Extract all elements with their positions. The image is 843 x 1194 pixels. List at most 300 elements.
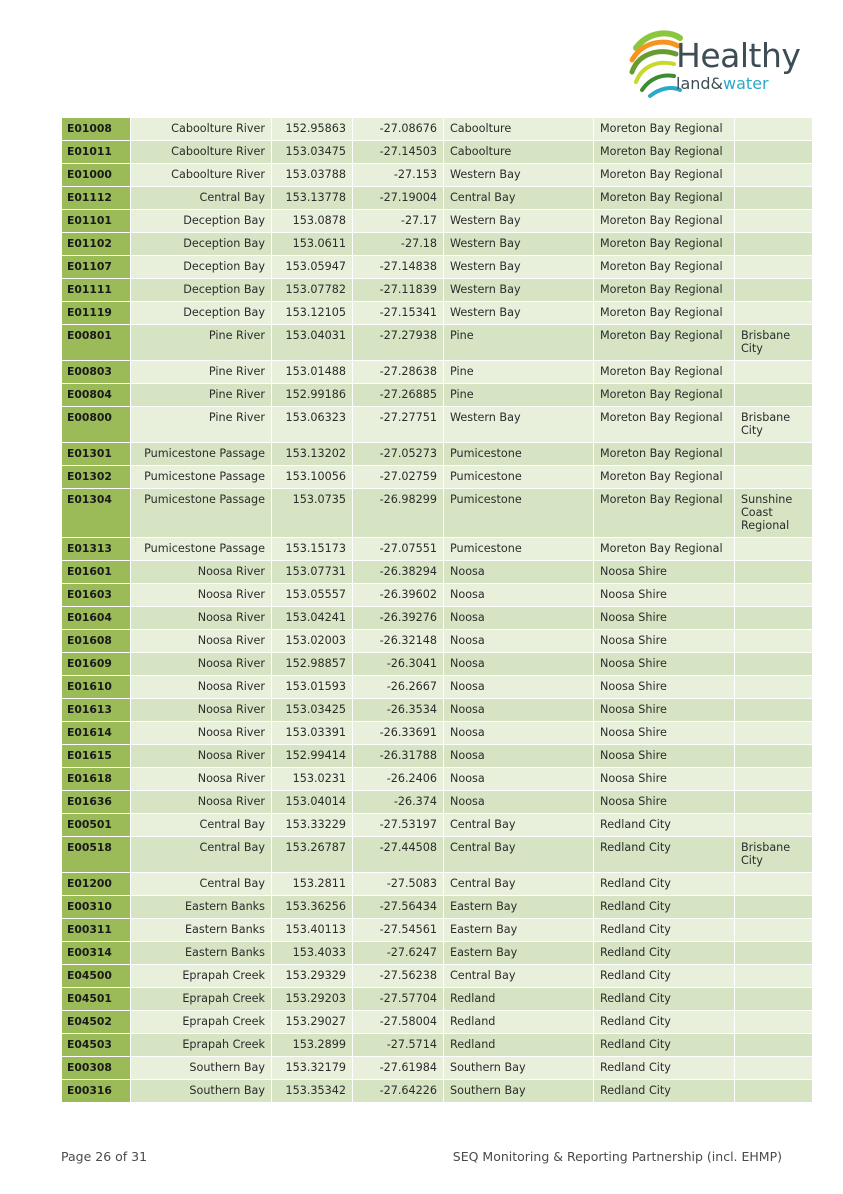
latitude-cell: -27.14503 <box>353 141 444 164</box>
table-row <box>62 325 813 361</box>
secondary-lga-cell: Sunshine Coast Regional <box>735 489 813 538</box>
table-row <box>62 1057 813 1080</box>
secondary-lga-cell <box>735 607 813 630</box>
lga-cell: Moreton Bay Regional <box>594 466 735 489</box>
site-id-cell: E01101 <box>62 210 131 233</box>
secondary-lga-cell <box>735 699 813 722</box>
catchment-cell: Western Bay <box>444 164 594 187</box>
secondary-lga-cell <box>735 988 813 1011</box>
longitude-cell: 153.05947 <box>272 256 353 279</box>
longitude-cell: 153.29027 <box>272 1011 353 1034</box>
table-row <box>62 607 813 630</box>
waterway-cell: Noosa River <box>131 607 272 630</box>
latitude-cell: -26.3534 <box>353 699 444 722</box>
secondary-lga-cell <box>735 745 813 768</box>
catchment-cell: Noosa <box>444 676 594 699</box>
lga-cell: Moreton Bay Regional <box>594 538 735 561</box>
waterway-cell: Deception Bay <box>131 279 272 302</box>
latitude-cell: -27.57704 <box>353 988 444 1011</box>
secondary-lga-cell <box>735 187 813 210</box>
longitude-cell: 153.36256 <box>272 896 353 919</box>
latitude-cell: -27.54561 <box>353 919 444 942</box>
secondary-lga-cell <box>735 279 813 302</box>
waterway-cell: Deception Bay <box>131 256 272 279</box>
longitude-cell: 153.15173 <box>272 538 353 561</box>
latitude-cell: -27.18 <box>353 233 444 256</box>
longitude-cell: 153.35342 <box>272 1080 353 1103</box>
table-row <box>62 722 813 745</box>
waterway-cell: Southern Bay <box>131 1057 272 1080</box>
secondary-lga-cell <box>735 768 813 791</box>
latitude-cell: -27.15341 <box>353 302 444 325</box>
table-row <box>62 699 813 722</box>
catchment-cell: Noosa <box>444 653 594 676</box>
catchment-cell: Noosa <box>444 768 594 791</box>
lga-cell: Moreton Bay Regional <box>594 118 735 141</box>
waterway-cell: Pumicestone Passage <box>131 489 272 538</box>
lga-cell: Noosa Shire <box>594 791 735 814</box>
secondary-lga-cell <box>735 919 813 942</box>
table-row <box>62 141 813 164</box>
lga-cell: Noosa Shire <box>594 745 735 768</box>
longitude-cell: 153.01593 <box>272 676 353 699</box>
longitude-cell: 153.29203 <box>272 988 353 1011</box>
table-row <box>62 489 813 538</box>
catchment-cell: Redland <box>444 1011 594 1034</box>
lga-cell: Noosa Shire <box>594 699 735 722</box>
lga-cell: Moreton Bay Regional <box>594 141 735 164</box>
longitude-cell: 153.0878 <box>272 210 353 233</box>
site-id-cell: E01119 <box>62 302 131 325</box>
site-id-cell: E01313 <box>62 538 131 561</box>
secondary-lga-cell <box>735 942 813 965</box>
table-row <box>62 233 813 256</box>
site-id-cell: E04501 <box>62 988 131 1011</box>
site-id-cell: E00804 <box>62 384 131 407</box>
table-row <box>62 118 813 141</box>
secondary-lga-cell <box>735 653 813 676</box>
longitude-cell: 153.0735 <box>272 489 353 538</box>
waterway-cell: Caboolture River <box>131 118 272 141</box>
secondary-lga-cell <box>735 361 813 384</box>
waterway-cell: Pine River <box>131 325 272 361</box>
site-id-cell: E01011 <box>62 141 131 164</box>
site-id-cell: E01610 <box>62 676 131 699</box>
site-id-cell: E01603 <box>62 584 131 607</box>
longitude-cell: 153.07782 <box>272 279 353 302</box>
latitude-cell: -27.44508 <box>353 837 444 873</box>
waterway-cell: Noosa River <box>131 722 272 745</box>
catchment-cell: Western Bay <box>444 279 594 302</box>
table-row <box>62 1034 813 1057</box>
catchment-cell: Western Bay <box>444 302 594 325</box>
latitude-cell: -27.5083 <box>353 873 444 896</box>
latitude-cell: -27.26885 <box>353 384 444 407</box>
latitude-cell: -27.02759 <box>353 466 444 489</box>
site-id-cell: E00311 <box>62 919 131 942</box>
secondary-lga-cell <box>735 256 813 279</box>
site-id-cell: E01613 <box>62 699 131 722</box>
table-row <box>62 302 813 325</box>
waterway-cell: Eprapah Creek <box>131 1011 272 1034</box>
latitude-cell: -26.32148 <box>353 630 444 653</box>
longitude-cell: 153.0611 <box>272 233 353 256</box>
longitude-cell: 153.04031 <box>272 325 353 361</box>
site-id-cell: E01609 <box>62 653 131 676</box>
latitude-cell: -27.53197 <box>353 814 444 837</box>
table-row <box>62 384 813 407</box>
waterway-cell: Pine River <box>131 384 272 407</box>
latitude-cell: -27.27938 <box>353 325 444 361</box>
secondary-lga-cell <box>735 141 813 164</box>
lga-cell: Noosa Shire <box>594 584 735 607</box>
table-row <box>62 256 813 279</box>
catchment-cell: Noosa <box>444 699 594 722</box>
secondary-lga-cell <box>735 1080 813 1103</box>
waterway-cell: Eastern Banks <box>131 919 272 942</box>
catchment-cell: Central Bay <box>444 814 594 837</box>
lga-cell: Redland City <box>594 965 735 988</box>
lga-cell: Moreton Bay Regional <box>594 187 735 210</box>
longitude-cell: 153.29329 <box>272 965 353 988</box>
catchment-cell: Noosa <box>444 607 594 630</box>
catchment-cell: Central Bay <box>444 965 594 988</box>
waterway-cell: Noosa River <box>131 676 272 699</box>
lga-cell: Moreton Bay Regional <box>594 407 735 443</box>
table-row <box>62 896 813 919</box>
secondary-lga-cell <box>735 443 813 466</box>
table-row <box>62 965 813 988</box>
table-row <box>62 768 813 791</box>
catchment-cell: Pine <box>444 384 594 407</box>
catchment-cell: Western Bay <box>444 210 594 233</box>
catchment-cell: Noosa <box>444 722 594 745</box>
site-id-cell: E01107 <box>62 256 131 279</box>
secondary-lga-cell <box>735 210 813 233</box>
catchment-cell: Noosa <box>444 584 594 607</box>
lga-cell: Redland City <box>594 873 735 896</box>
waterway-cell: Deception Bay <box>131 210 272 233</box>
waterway-cell: Noosa River <box>131 653 272 676</box>
catchment-cell: Noosa <box>444 630 594 653</box>
catchment-cell: Pine <box>444 361 594 384</box>
waterway-cell: Pumicestone Passage <box>131 466 272 489</box>
lga-cell: Noosa Shire <box>594 722 735 745</box>
site-id-cell: E01000 <box>62 164 131 187</box>
secondary-lga-cell <box>735 561 813 584</box>
catchment-cell: Redland <box>444 988 594 1011</box>
longitude-cell: 152.99414 <box>272 745 353 768</box>
lga-cell: Noosa Shire <box>594 676 735 699</box>
latitude-cell: -26.39276 <box>353 607 444 630</box>
table-row <box>62 942 813 965</box>
table-row <box>62 676 813 699</box>
secondary-lga-cell: Brisbane City <box>735 325 813 361</box>
catchment-cell: Caboolture <box>444 118 594 141</box>
longitude-cell: 153.13778 <box>272 187 353 210</box>
site-id-cell: E00501 <box>62 814 131 837</box>
table-row <box>62 210 813 233</box>
waterway-cell: Southern Bay <box>131 1080 272 1103</box>
waterway-cell: Pumicestone Passage <box>131 443 272 466</box>
lga-cell: Moreton Bay Regional <box>594 164 735 187</box>
site-id-cell: E01615 <box>62 745 131 768</box>
site-id-cell: E00316 <box>62 1080 131 1103</box>
site-id-cell: E01614 <box>62 722 131 745</box>
site-id-cell: E01200 <box>62 873 131 896</box>
secondary-lga-cell <box>735 1057 813 1080</box>
waterway-cell: Central Bay <box>131 187 272 210</box>
waterway-cell: Noosa River <box>131 630 272 653</box>
lga-cell: Moreton Bay Regional <box>594 279 735 302</box>
catchment-cell: Central Bay <box>444 837 594 873</box>
secondary-lga-cell <box>735 384 813 407</box>
secondary-lga-cell <box>735 538 813 561</box>
secondary-lga-cell <box>735 118 813 141</box>
longitude-cell: 153.04014 <box>272 791 353 814</box>
latitude-cell: -27.11839 <box>353 279 444 302</box>
latitude-cell: -27.07551 <box>353 538 444 561</box>
table-row <box>62 1011 813 1034</box>
waterway-cell: Pine River <box>131 407 272 443</box>
lga-cell: Moreton Bay Regional <box>594 384 735 407</box>
latitude-cell: -27.05273 <box>353 443 444 466</box>
longitude-cell: 153.03475 <box>272 141 353 164</box>
waterway-cell: Noosa River <box>131 745 272 768</box>
latitude-cell: -27.08676 <box>353 118 444 141</box>
secondary-lga-cell <box>735 164 813 187</box>
waterway-cell: Caboolture River <box>131 141 272 164</box>
secondary-lga-cell <box>735 1011 813 1034</box>
longitude-cell: 153.06323 <box>272 407 353 443</box>
secondary-lga-cell <box>735 584 813 607</box>
catchment-cell: Pine <box>444 325 594 361</box>
site-id-cell: E04502 <box>62 1011 131 1034</box>
catchment-cell: Eastern Bay <box>444 896 594 919</box>
latitude-cell: -26.98299 <box>353 489 444 538</box>
site-id-cell: E00801 <box>62 325 131 361</box>
catchment-cell: Central Bay <box>444 873 594 896</box>
table-row <box>62 630 813 653</box>
secondary-lga-cell: Brisbane City <box>735 407 813 443</box>
latitude-cell: -26.39602 <box>353 584 444 607</box>
latitude-cell: -26.33691 <box>353 722 444 745</box>
lga-cell: Moreton Bay Regional <box>594 233 735 256</box>
table-row <box>62 814 813 837</box>
table-row <box>62 538 813 561</box>
site-id-cell: E01601 <box>62 561 131 584</box>
site-id-cell: E01008 <box>62 118 131 141</box>
longitude-cell: 153.2811 <box>272 873 353 896</box>
table-row <box>62 584 813 607</box>
lga-cell: Redland City <box>594 942 735 965</box>
table-row <box>62 407 813 443</box>
waterway-cell: Noosa River <box>131 561 272 584</box>
longitude-cell: 153.03788 <box>272 164 353 187</box>
waterway-cell: Central Bay <box>131 814 272 837</box>
site-id-cell: E01608 <box>62 630 131 653</box>
latitude-cell: -27.56238 <box>353 965 444 988</box>
waterway-cell: Caboolture River <box>131 164 272 187</box>
table-row <box>62 187 813 210</box>
lga-cell: Moreton Bay Regional <box>594 302 735 325</box>
catchment-cell: Western Bay <box>444 256 594 279</box>
latitude-cell: -27.61984 <box>353 1057 444 1080</box>
longitude-cell: 153.40113 <box>272 919 353 942</box>
waterway-cell: Eprapah Creek <box>131 988 272 1011</box>
catchment-cell: Eastern Bay <box>444 919 594 942</box>
lga-cell: Redland City <box>594 1057 735 1080</box>
longitude-cell: 153.03391 <box>272 722 353 745</box>
table-row <box>62 745 813 768</box>
secondary-lga-cell <box>735 1034 813 1057</box>
site-id-cell: E00803 <box>62 361 131 384</box>
site-id-cell: E04500 <box>62 965 131 988</box>
latitude-cell: -27.5714 <box>353 1034 444 1057</box>
lga-cell: Noosa Shire <box>594 653 735 676</box>
logo-wordmark-land-water: land&water <box>676 74 769 93</box>
lga-cell: Noosa Shire <box>594 561 735 584</box>
longitude-cell: 153.0231 <box>272 768 353 791</box>
longitude-cell: 152.99186 <box>272 384 353 407</box>
latitude-cell: -27.6247 <box>353 942 444 965</box>
secondary-lga-cell: Brisbane City <box>735 837 813 873</box>
secondary-lga-cell <box>735 965 813 988</box>
lga-cell: Noosa Shire <box>594 768 735 791</box>
catchment-cell: Noosa <box>444 745 594 768</box>
longitude-cell: 153.10056 <box>272 466 353 489</box>
waterway-cell: Eastern Banks <box>131 896 272 919</box>
lga-cell: Moreton Bay Regional <box>594 443 735 466</box>
secondary-lga-cell <box>735 233 813 256</box>
catchment-cell: Pumicestone <box>444 489 594 538</box>
latitude-cell: -27.58004 <box>353 1011 444 1034</box>
site-id-cell: E01301 <box>62 443 131 466</box>
longitude-cell: 153.26787 <box>272 837 353 873</box>
secondary-lga-cell <box>735 873 813 896</box>
catchment-cell: Noosa <box>444 791 594 814</box>
secondary-lga-cell <box>735 302 813 325</box>
site-id-cell: E01112 <box>62 187 131 210</box>
latitude-cell: -27.17 <box>353 210 444 233</box>
longitude-cell: 153.32179 <box>272 1057 353 1080</box>
catchment-cell: Pumicestone <box>444 466 594 489</box>
table-row <box>62 443 813 466</box>
lga-cell: Redland City <box>594 896 735 919</box>
site-id-cell: E01302 <box>62 466 131 489</box>
lga-cell: Moreton Bay Regional <box>594 489 735 538</box>
footer-title: SEQ Monitoring & Reporting Partnership (incl. EHMP) <box>452 1149 782 1164</box>
latitude-cell: -26.2406 <box>353 768 444 791</box>
latitude-cell: -27.14838 <box>353 256 444 279</box>
latitude-cell: -26.2667 <box>353 676 444 699</box>
lga-cell: Redland City <box>594 1011 735 1034</box>
secondary-lga-cell <box>735 896 813 919</box>
longitude-cell: 153.2899 <box>272 1034 353 1057</box>
lga-cell: Noosa Shire <box>594 607 735 630</box>
longitude-cell: 153.33229 <box>272 814 353 837</box>
site-id-cell: E00310 <box>62 896 131 919</box>
waterway-cell: Noosa River <box>131 699 272 722</box>
site-id-cell: E01304 <box>62 489 131 538</box>
lga-cell: Noosa Shire <box>594 630 735 653</box>
site-id-cell: E00314 <box>62 942 131 965</box>
longitude-cell: 153.01488 <box>272 361 353 384</box>
catchment-cell: Eastern Bay <box>444 942 594 965</box>
table-row <box>62 279 813 302</box>
waterway-cell: Eprapah Creek <box>131 965 272 988</box>
waterway-cell: Pumicestone Passage <box>131 538 272 561</box>
site-id-cell: E01618 <box>62 768 131 791</box>
latitude-cell: -27.153 <box>353 164 444 187</box>
site-id-cell: E01111 <box>62 279 131 302</box>
table-row <box>62 873 813 896</box>
table-row <box>62 919 813 942</box>
catchment-cell: Central Bay <box>444 187 594 210</box>
latitude-cell: -27.28638 <box>353 361 444 384</box>
latitude-cell: -26.38294 <box>353 561 444 584</box>
site-id-cell: E01102 <box>62 233 131 256</box>
logo-wordmark-healthy: Healthy <box>676 36 801 75</box>
latitude-cell: -26.374 <box>353 791 444 814</box>
site-id-cell: E00800 <box>62 407 131 443</box>
catchment-cell: Western Bay <box>444 407 594 443</box>
lga-cell: Redland City <box>594 1034 735 1057</box>
catchment-cell: Pumicestone <box>444 538 594 561</box>
table-row <box>62 1080 813 1103</box>
table-row <box>62 164 813 187</box>
latitude-cell: -26.31788 <box>353 745 444 768</box>
site-id-cell: E04503 <box>62 1034 131 1057</box>
waterway-cell: Deception Bay <box>131 233 272 256</box>
waterway-cell: Noosa River <box>131 584 272 607</box>
longitude-cell: 153.05557 <box>272 584 353 607</box>
table-row <box>62 361 813 384</box>
table-row <box>62 988 813 1011</box>
catchment-cell: Pumicestone <box>444 443 594 466</box>
site-id-cell: E01604 <box>62 607 131 630</box>
waterway-cell: Eprapah Creek <box>131 1034 272 1057</box>
secondary-lga-cell <box>735 630 813 653</box>
table-row <box>62 561 813 584</box>
lga-cell: Redland City <box>594 814 735 837</box>
latitude-cell: -27.64226 <box>353 1080 444 1103</box>
waterway-cell: Noosa River <box>131 768 272 791</box>
waterway-cell: Central Bay <box>131 837 272 873</box>
secondary-lga-cell <box>735 676 813 699</box>
waterway-cell: Central Bay <box>131 873 272 896</box>
catchment-cell: Southern Bay <box>444 1057 594 1080</box>
latitude-cell: -27.19004 <box>353 187 444 210</box>
catchment-cell: Western Bay <box>444 233 594 256</box>
lga-cell: Redland City <box>594 1080 735 1103</box>
longitude-cell: 152.95863 <box>272 118 353 141</box>
waterway-cell: Eastern Banks <box>131 942 272 965</box>
longitude-cell: 153.13202 <box>272 443 353 466</box>
table-row <box>62 653 813 676</box>
catchment-cell: Caboolture <box>444 141 594 164</box>
waterway-cell: Deception Bay <box>131 302 272 325</box>
latitude-cell: -27.27751 <box>353 407 444 443</box>
monitoring-sites-table <box>61 117 813 1103</box>
longitude-cell: 153.07731 <box>272 561 353 584</box>
table-row <box>62 791 813 814</box>
lga-cell: Redland City <box>594 988 735 1011</box>
secondary-lga-cell <box>735 722 813 745</box>
site-id-cell: E01636 <box>62 791 131 814</box>
longitude-cell: 153.04241 <box>272 607 353 630</box>
page-number: Page 26 of 31 <box>61 1149 148 1164</box>
